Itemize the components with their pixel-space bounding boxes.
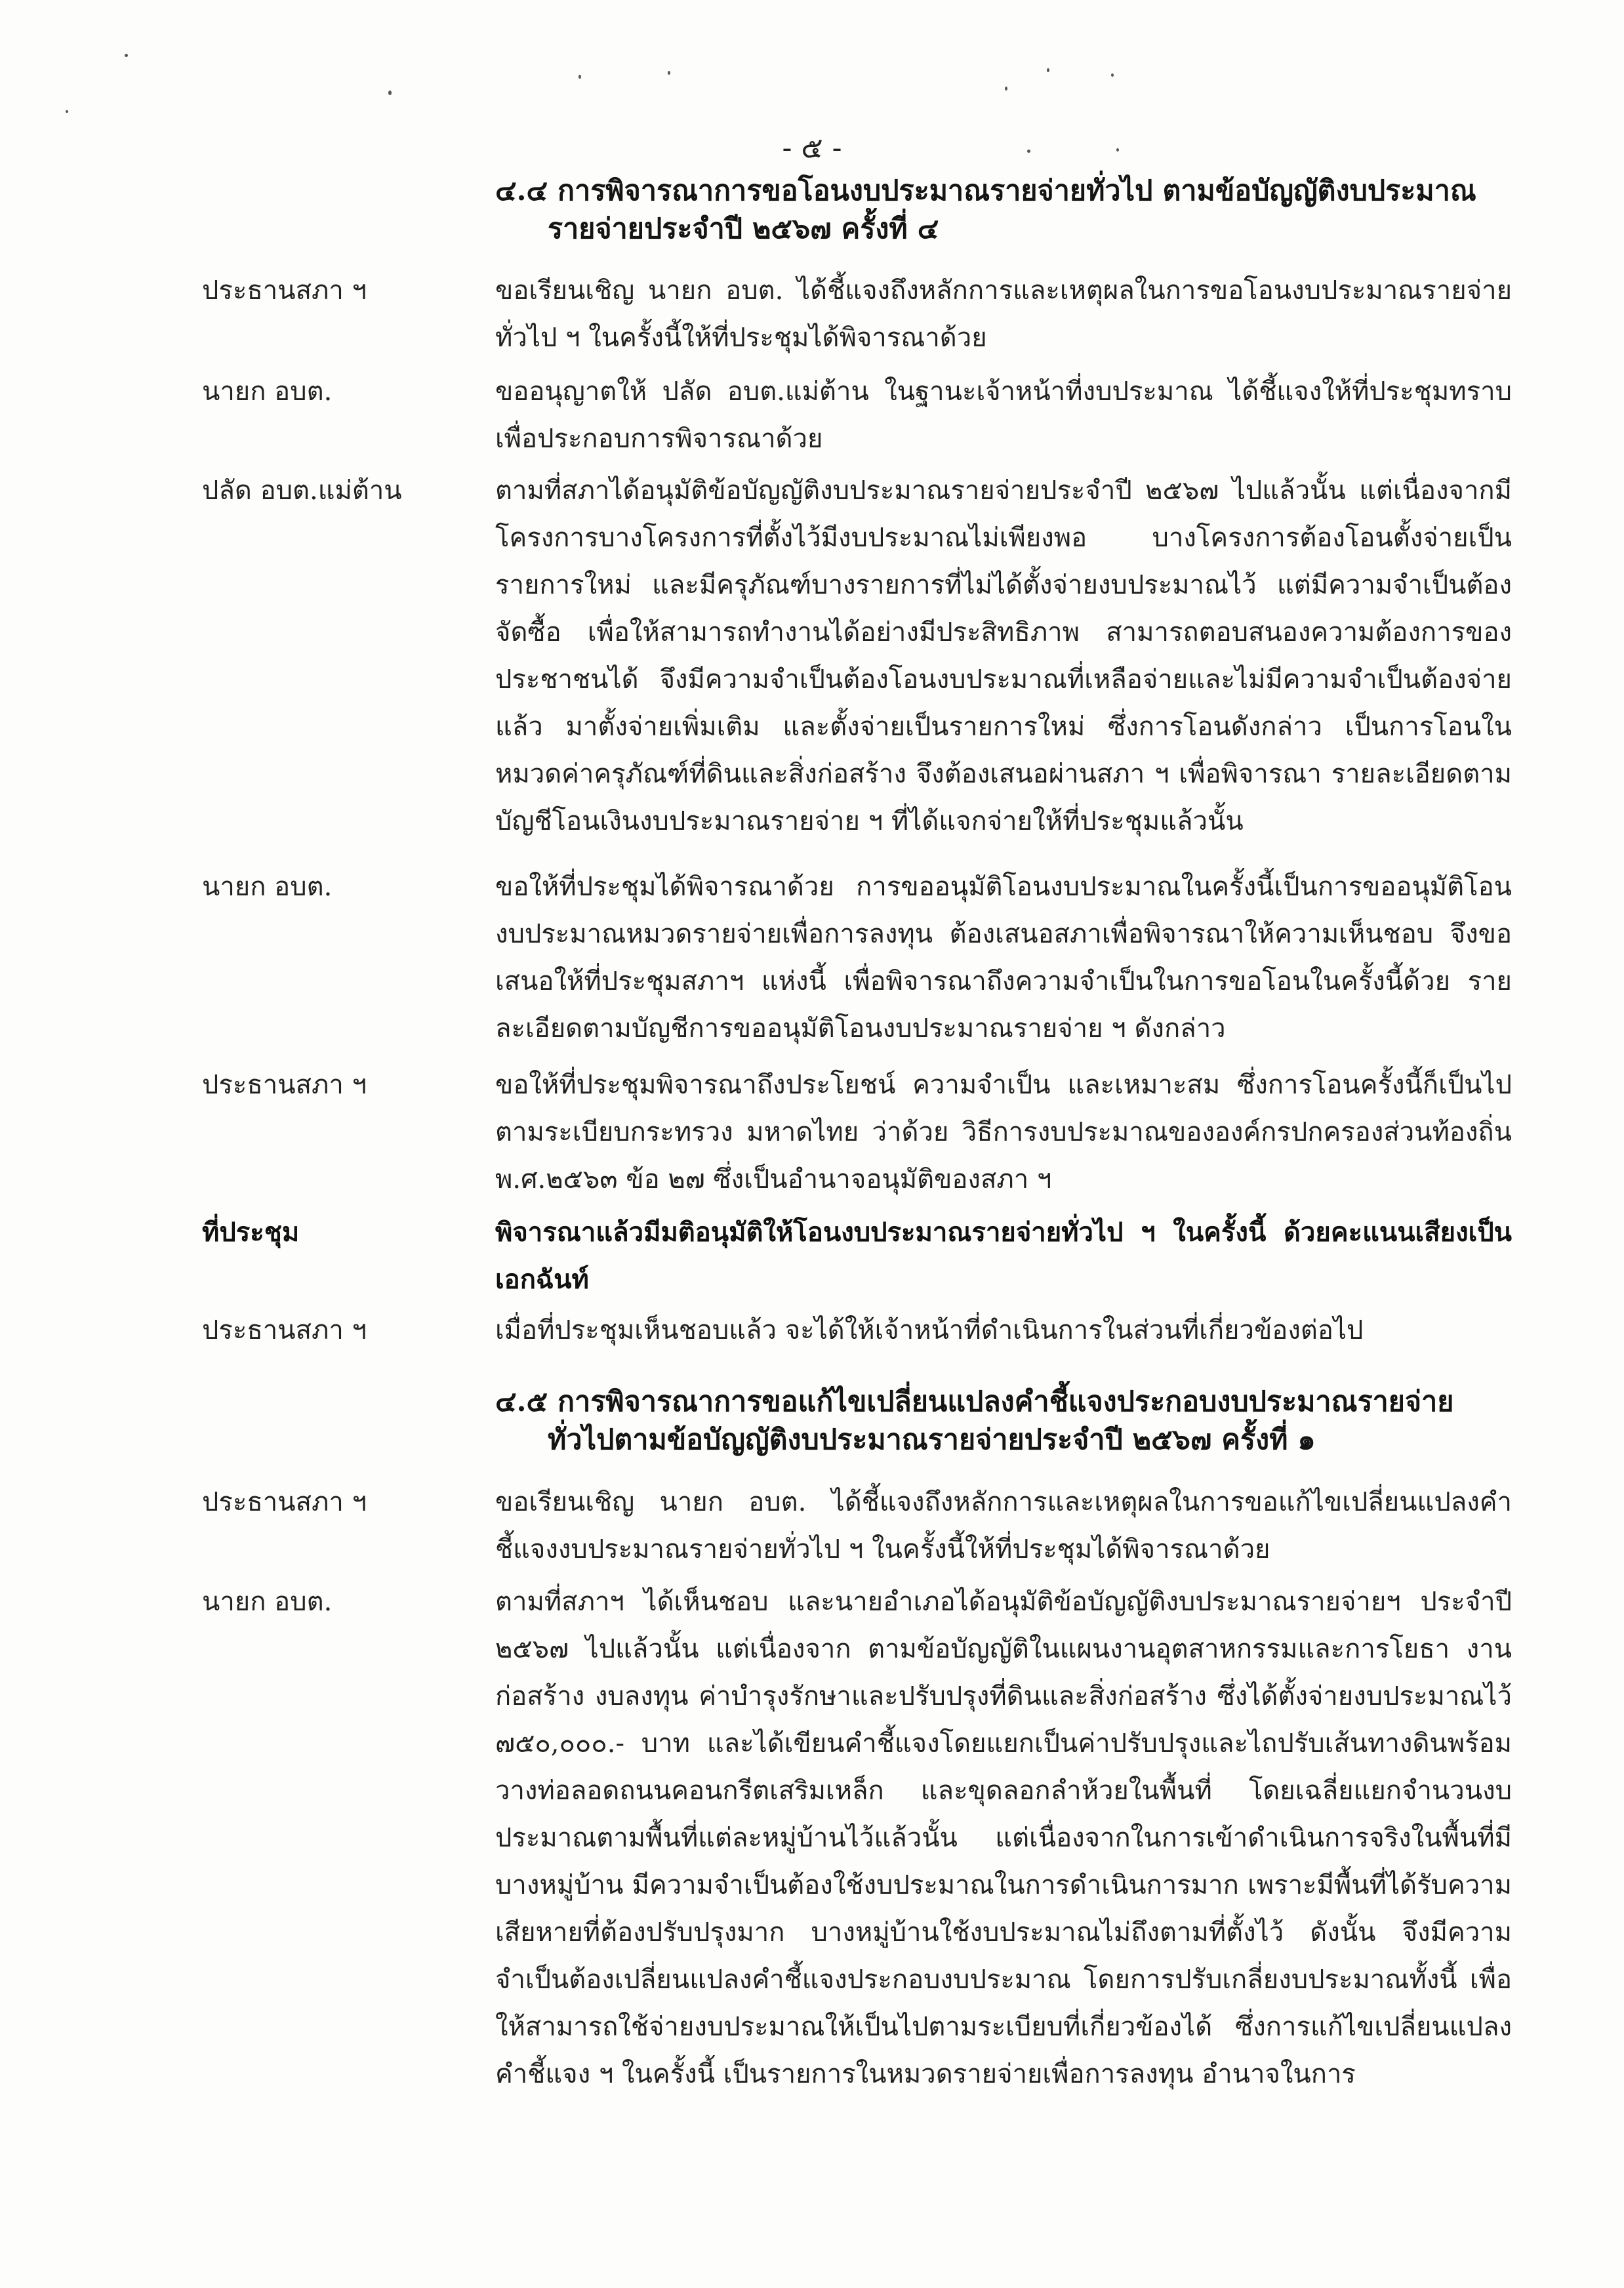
entry-text: ขอเรียนเชิญ นายก อบต. ได้ชี้แจงถึงหลักการและเหตุผลในการขอโอนงบประมาณรายจ่ายทั่วไป ฯ ในครั้งนี้ให้ที่ประชุมได้พิจารณาด้วย [495,276,1512,353]
scan-speck [1111,73,1114,77]
speaker-label: นายก อบต. [202,1587,333,1617]
entry-text: ขอให้ที่ประชุมได้พิจารณาด้วย การขออนุมัติโอนงบประมาณในครั้งนี้เป็นการขออนุมัติโอนงบประมาณหมวดรายจ่ายเพื่อการลงทุน ต้องเสนอสภาเพื่อพิจารณาให้ความเห็นชอบ จึงขอเสนอให้ที่ประชุมสภาฯ แห่งนี้ เพื่อพิจารณาถึงความจำเป็นในการขอโอนในครั้งนี้ด้วย รายละเอียดตามบัญชีการขออนุมัติโอนงบประมาณรายจ่าย ฯ ดังกล่าว [495,872,1512,1044]
section-heading [495,172,1476,248]
scan-speck [1047,68,1049,72]
page-number: - ๕ - [782,131,842,165]
speaker-label: นายก อบต. [202,377,333,407]
speaker-label: นายก อบต. [202,872,333,902]
scan-speck [1005,87,1007,91]
entry-text: ตามที่สภาฯ ได้เห็นชอบ และนายอำเภอได้อนุมัติข้อบัญญัติงบประมาณรายจ่ายฯ ประจำปี ๒๕๖๗ ไปแล้วนั้น แต่เนื่องจาก ตามข้อบัญญัติในแผนงานอุตสาหกรรมและการโยธา งานก่อสร้าง งบลงทุน ค่าบำรุงรักษาและปรับปรุงที่ดินและสิ่งก่อสร้าง ซึ่งได้ตั้งจ่ายงบประมาณไว้ ๗๕๐,๐๐๐.- บาท และได้เขียนคำชี้แจงโดยแยกเป็นค่าปรับปรุงและไถปรับเส้นทางดินพร้อมวางท่อลอดถนนคอนกรีตเสริมเหล็ก และขุดลอกลำห้วยในพื้นที่ โดยเฉลี่ยแยกจำนวนงบประมาณตามพื้นที่แต่ละหมู่บ้านไว้แล้วนั้น แต่เนื่องจากในการเข้าดำเนินการจริงในพื้นที่มีบางหมู่บ้าน มีความจำเป็นต้องใช้งบประมาณในการดำเนินการมาก เพราะมีพื้นที่ได้รับความเสียหายที่ต้องปรับปรุงมาก บางหมู่บ้านใช้งบประมาณไม่ถึงตามที่ตั้งไว้ ดังนั้น จึงมีความจำเป็นต้องเปลี่ยนแปลงคำชี้แจงประกอบงบประมาณ โดยการปรับเกลี่ยงบประมาณทั้งนี้ เพื่อให้สามารถใช้จ่ายงบประมาณให้เป็นไปตามระเบียบที่เกี่ยวข้องได้ ซึ่งการแก้ไขเปลี่ยนแปลงคำชี้แจง ฯ ในครั้งนี้ เป็นรายการในหมวดรายจ่ายเพื่อการลงทุน อำนาจในการ [495,1587,1512,2089]
section-heading-line: รายจ่ายประจำปี ๒๕๖๗ ครั้งที่ ๔ [548,213,939,245]
section-heading-line: ๔.๕ การพิจารณาการขอแก้ไขเปลี่ยนแปลงคำชี้แจงประกอบงบประมาณรายจ่าย [495,1385,1454,1418]
entry-text: ตามที่สภาได้อนุมัติข้อบัญญัติงบประมาณรายจ่ายประจำปี ๒๕๖๗ ไปแล้วนั้น แต่เนื่องจากมีโครงการบางโครงการที่ตั้งไว้มีงบประมาณไม่เพียงพอ บางโครงการต้องโอนตั้งจ่ายเป็นรายการใหม่ และมีครุภัณฑ์บางรายการที่ไม่ได้ตั้งจ่ายงบประมาณไว้ แต่มีความจำเป็นต้องจัดซื้อ เพื่อให้สามารถทำงานได้อย่างมีประสิทธิภาพ สามารถตอบสนองความต้องการของประชาชนได้ จึงมีความจำเป็นต้องโอนงบประมาณที่เหลือจ่ายและไม่มีความจำเป็นต้องจ่ายแล้ว มาตั้งจ่ายเพิ่มเติม และตั้งจ่ายเป็นรายการใหม่ ซึ่งการโอนดังกล่าว เป็นการโอนในหมวดค่าครุภัณฑ์ที่ดินและสิ่งก่อสร้าง จึงต้องเสนอผ่านสภา ฯ เพื่อพิจารณา รายละเอียดตามบัญชีโอนเงินงบประมาณรายจ่าย ฯ ที่ได้แจกจ่ายให้ที่ประชุมแล้วนั้น [495,476,1512,836]
entry-text: ขออนุญาตให้ ปลัด อบต.แม่ต้าน ในฐานะเจ้าหน้าที่งบประมาณ ได้ชี้แจงให้ที่ประชุมทราบเพื่อประกอบการพิจารณาด้วย [495,377,1512,454]
scan-speck [579,75,581,79]
entry-text: ขอเรียนเชิญ นายก อบต. ได้ชี้แจงถึงหลักการและเหตุผลในการขอแก้ไขเปลี่ยนแปลงคำชี้แจงงบประมาณรายจ่ายทั่วไป ฯ ในครั้งนี้ให้ที่ประชุมได้พิจารณาด้วย [495,1487,1512,1564]
entry-text: ขอให้ที่ประชุมพิจารณาถึงประโยชน์ ความจำเป็น และเหมาะสม ซึ่งการโอนครั้งนี้ก็เป็นไปตามระเบียบกระทรวง มหาดไทย ว่าด้วย วิธีการงบประมาณขององค์กรปกครองส่วนท้องถิ่น พ.ศ.๒๕๖๓ ข้อ ๒๗ ซึ่งเป็นอำนาจอนุมัติของสภา ฯ [495,1070,1512,1195]
entry-text: พิจารณาแล้วมีมติอนุมัติให้โอนงบประมาณรายจ่ายทั่วไป ฯ ในครั้งนี้ ด้วยคะแนนเสียงเป็นเอกฉันท์ [495,1217,1512,1295]
scan-speck [388,91,392,95]
speaker-label: ประธานสภา ฯ [202,1070,367,1100]
speaker-label: ที่ประชุม [202,1217,300,1248]
scan-speck [668,71,670,75]
section-heading-line: ๔.๔ การพิจารณาการขอโอนงบประมาณรายจ่ายทั่วไป ตามข้อบัญญัติงบประมาณ [495,174,1476,207]
speaker-label: ประธานสภา ฯ [202,1315,367,1345]
speaker-label: ปลัด อบต.แม่ต้าน [202,476,402,506]
section-heading-line: ทั่วไปตามข้อบัญญัติงบประมาณรายจ่ายประจำปี ๒๕๖๗ ครั้งที่ ๑ [548,1423,1316,1456]
speaker-label: ประธานสภา ฯ [202,276,367,306]
speaker-label: ประธานสภา ฯ [202,1487,367,1517]
section-heading [495,1383,1453,1459]
scan-speck [125,54,128,57]
scan-speck [66,110,68,113]
entry-text: เมื่อที่ประชุมเห็นชอบแล้ว จะได้ให้เจ้าหน้าที่ดำเนินการในส่วนที่เกี่ยวข้องต่อไป [495,1315,1364,1345]
